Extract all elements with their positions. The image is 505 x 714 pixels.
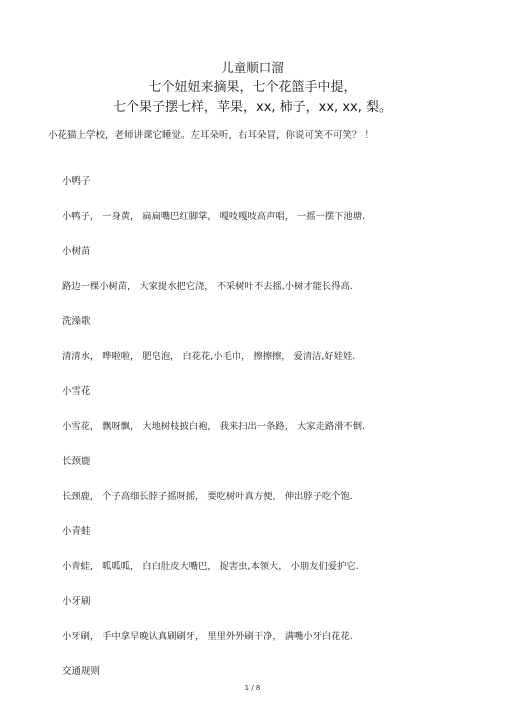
poem-title: 小树苗 [62, 246, 91, 257]
poem-title: 小鸭子 [62, 176, 91, 187]
poem-text: 路边一棵小树苗， 大家提水把它浇， 不采树叶不去摇,小树才能长得高. [62, 281, 353, 292]
intro-paragraph: 小花猫上学校，老师讲课它睡觉。左耳朵听，右耳朵冒，你说可笑不可笑？ ！ [48, 130, 375, 141]
title-block [0, 58, 505, 118]
poem-text: 长颈鹿， 个子高细长脖子摇呀摇， 要吃树叶真方便， 伸出脖子吃个饱. [62, 491, 353, 502]
poem-text: 清清水， 哗啦啦， 肥皂泡， 白花花,小毛巾， 擦擦擦， 爱清洁,好娃娃. [62, 351, 356, 362]
title-line-2: 七个妞妞来摘果，七个花篮手中提， [148, 80, 357, 95]
poem-text: 小鸭子， 一身黄， 扁扁嘴巴红脚掌， 嘎吱嘎吱高声唱， 一摇一摆下池塘. [62, 211, 365, 222]
poem-list [62, 175, 482, 678]
poem-text: 小牙刷， 手中拿早晚认真刷刷牙， 里里外外刷干净， 满嘴小牙白花花. [62, 631, 353, 642]
poem-title: 小牙刷 [62, 596, 91, 607]
poem-title: 长颈鹿 [62, 456, 91, 467]
poem-text: 小雪花， 飘呀飘， 大地树枝披白袍， 我来扫出一条路， 大家走路滑不倒. [62, 421, 365, 432]
poem-title: 小雪花 [62, 386, 91, 397]
document-title: 儿童顺口溜 [221, 60, 284, 75]
poem-text: 小青蛙， 呱呱呱， 白白肚皮大嘴巴， 捉害虫,本领大， 小朋友们爱护它. [62, 561, 359, 572]
title-line-3: 七个果子摆七样，苹果，xx, 柿子，xx, xx, 梨。 [113, 100, 392, 115]
page-indicator: 1 / 8 [244, 684, 261, 692]
poem-title: 交通规则 [62, 666, 101, 677]
poem-title: 小青蛙 [62, 526, 91, 537]
poem-title: 洗澡歌 [62, 316, 91, 327]
